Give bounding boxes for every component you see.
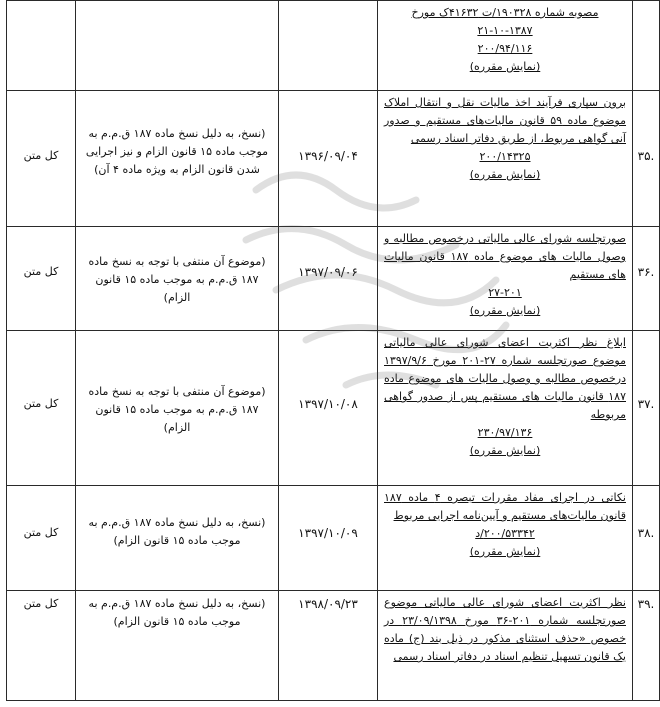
regulation-title-cell (378, 91, 633, 227)
row-number: .۳۸ (633, 486, 660, 591)
regulation-reference: ۲۳۰/۹۷/۱۳۶ (477, 426, 533, 439)
regulation-title: مصوبه شماره ۱۹۰۳۲۸/ت ۴۱۶۳۲ک مورخ (411, 6, 599, 19)
row-number: .۳۹ (633, 591, 660, 701)
table-row (7, 91, 660, 227)
scope (7, 1, 76, 91)
regulation-date-line: ۲۱-۱۰-۱۳۸۷ (477, 24, 533, 37)
regulation-number: ۲۷-۲۰۱ (488, 286, 522, 299)
row-number: .۳۵ (633, 91, 660, 227)
status-note: (نسخ، به دلیل نسخ ماده ۱۸۷ ق.م.م به موجب ماده ۱۵ قانون الزام و نیز اجرایی شدن قانون الزام به ویژه ماده ۴ آن) (76, 91, 279, 227)
regulation-reference: ۲۰۰/۱۴۳۲۵ (479, 150, 531, 163)
regulation-reference: ۲۰۰/۹۴/۱۱۶ (477, 42, 533, 55)
approval-date: ۱۳۹۶/۰۹/۰۴ (279, 91, 378, 227)
row-number: .۳۶ (633, 227, 660, 331)
regulation-title-cell (378, 486, 633, 591)
regulation-reference: ۲۰۰/۵۳۳۴۲/د (475, 527, 535, 540)
table-row (7, 227, 660, 331)
show-regulation-link[interactable]: (نمایش مقرره) (469, 304, 541, 317)
scope: کل متن (7, 227, 76, 331)
row-number: .۳۷ (633, 331, 660, 486)
scope: کل متن (7, 331, 76, 486)
regulation-title: نظر اکثریت اعضای شورای عالی مالیاتی موضوع صورتجلسه شماره ۲۰۱-۳۶ مورخ ۲۳/۰۹/۱۳۹۸ در خصوص «حذف استثنای مذکور در ذیل بند (ج) ماده یک قانون تسهیل تنظیم اسناد در دفاتر اسناد رسمی (384, 596, 626, 663)
regulation-title-cell (378, 331, 633, 486)
status-note: (نسخ، به دلیل نسخ ماده ۱۸۷ ق.م.م به موجب ماده ۱۵ قانون الزام) (76, 591, 279, 701)
approval-date: ۱۳۹۷/۱۰/۰۹ (279, 486, 378, 591)
row-number (633, 1, 660, 91)
table-row (7, 331, 660, 486)
table-row (7, 486, 660, 591)
regulation-title: ابلاغ نظر اکثریت اعضای شورای عالی مالیاتی موضوع صورتجلسه شماره ۲۷-۲۰۱ مورخ ۱۳۹۷/۹/۶ درخصوص مطالبه و وصول مالیات های موضوع ماده ۱۸۷ قانون مالیات های مستقیم پس از صدور گواهی مربوطه (384, 336, 626, 421)
table-row (7, 1, 660, 91)
regulation-title: نکاتی در اجرای مفاد مقررات تبصره ۴ ماده ۱۸۷ قانون مالیات‌های مستقیم و آیین‌نامه اجرایی مربوط (384, 491, 626, 522)
regulation-title-cell (378, 227, 633, 331)
status-note: (موضوع آن منتفی با توجه به نسخ ماده ۱۸۷ ق.م.م به موجب ماده ۱۵ قانون الزام) (76, 331, 279, 486)
scope: کل متن (7, 486, 76, 591)
show-regulation-link[interactable]: (نمایش مقرره) (469, 545, 541, 558)
approval-date: ۱۳۹۷/۱۰/۰۸ (279, 331, 378, 486)
regulation-title-cell (378, 591, 633, 701)
scope: کل متن (7, 91, 76, 227)
show-regulation-link[interactable]: (نمایش مقرره) (469, 60, 541, 73)
scope: کل متن (7, 591, 76, 701)
show-regulation-link[interactable]: (نمایش مقرره) (469, 444, 541, 457)
table-row (7, 591, 660, 701)
regulation-title: صورتجلسه شورای عالی مالیاتی درخصوص مطالبه و وصول مالیات های موضوع ماده ۱۸۷ قانون مالیات های مستقیم (384, 232, 626, 281)
status-note: (موضوع آن منتفی با توجه به نسخ ماده ۱۸۷ ق.م.م به موجب ماده ۱۵ قانون الزام) (76, 227, 279, 331)
status-note (76, 1, 279, 91)
regulation-title: برون سپاری فرآیند اخذ مالیات نقل و انتقال املاک موضوع ماده ۵۹ قانون مالیات‌های مستقیم و صدور آنی گواهی مربوط، از طریق دفاتر اسناد رسمی (384, 96, 627, 145)
approval-date: ۱۳۹۸/۰۹/۲۳ (279, 591, 378, 701)
status-note: (نسخ، به دلیل نسخ ماده ۱۸۷ ق.م.م به موجب ماده ۱۵ قانون الزام) (76, 486, 279, 591)
regulation-title-cell (378, 1, 633, 91)
approval-date: ۱۳۹۷/۰۹/۰۶ (279, 227, 378, 331)
show-regulation-link[interactable]: (نمایش مقرره) (469, 168, 541, 181)
regulations-table-page (6, 0, 655, 707)
regulations-table (6, 0, 660, 701)
approval-date (279, 1, 378, 91)
